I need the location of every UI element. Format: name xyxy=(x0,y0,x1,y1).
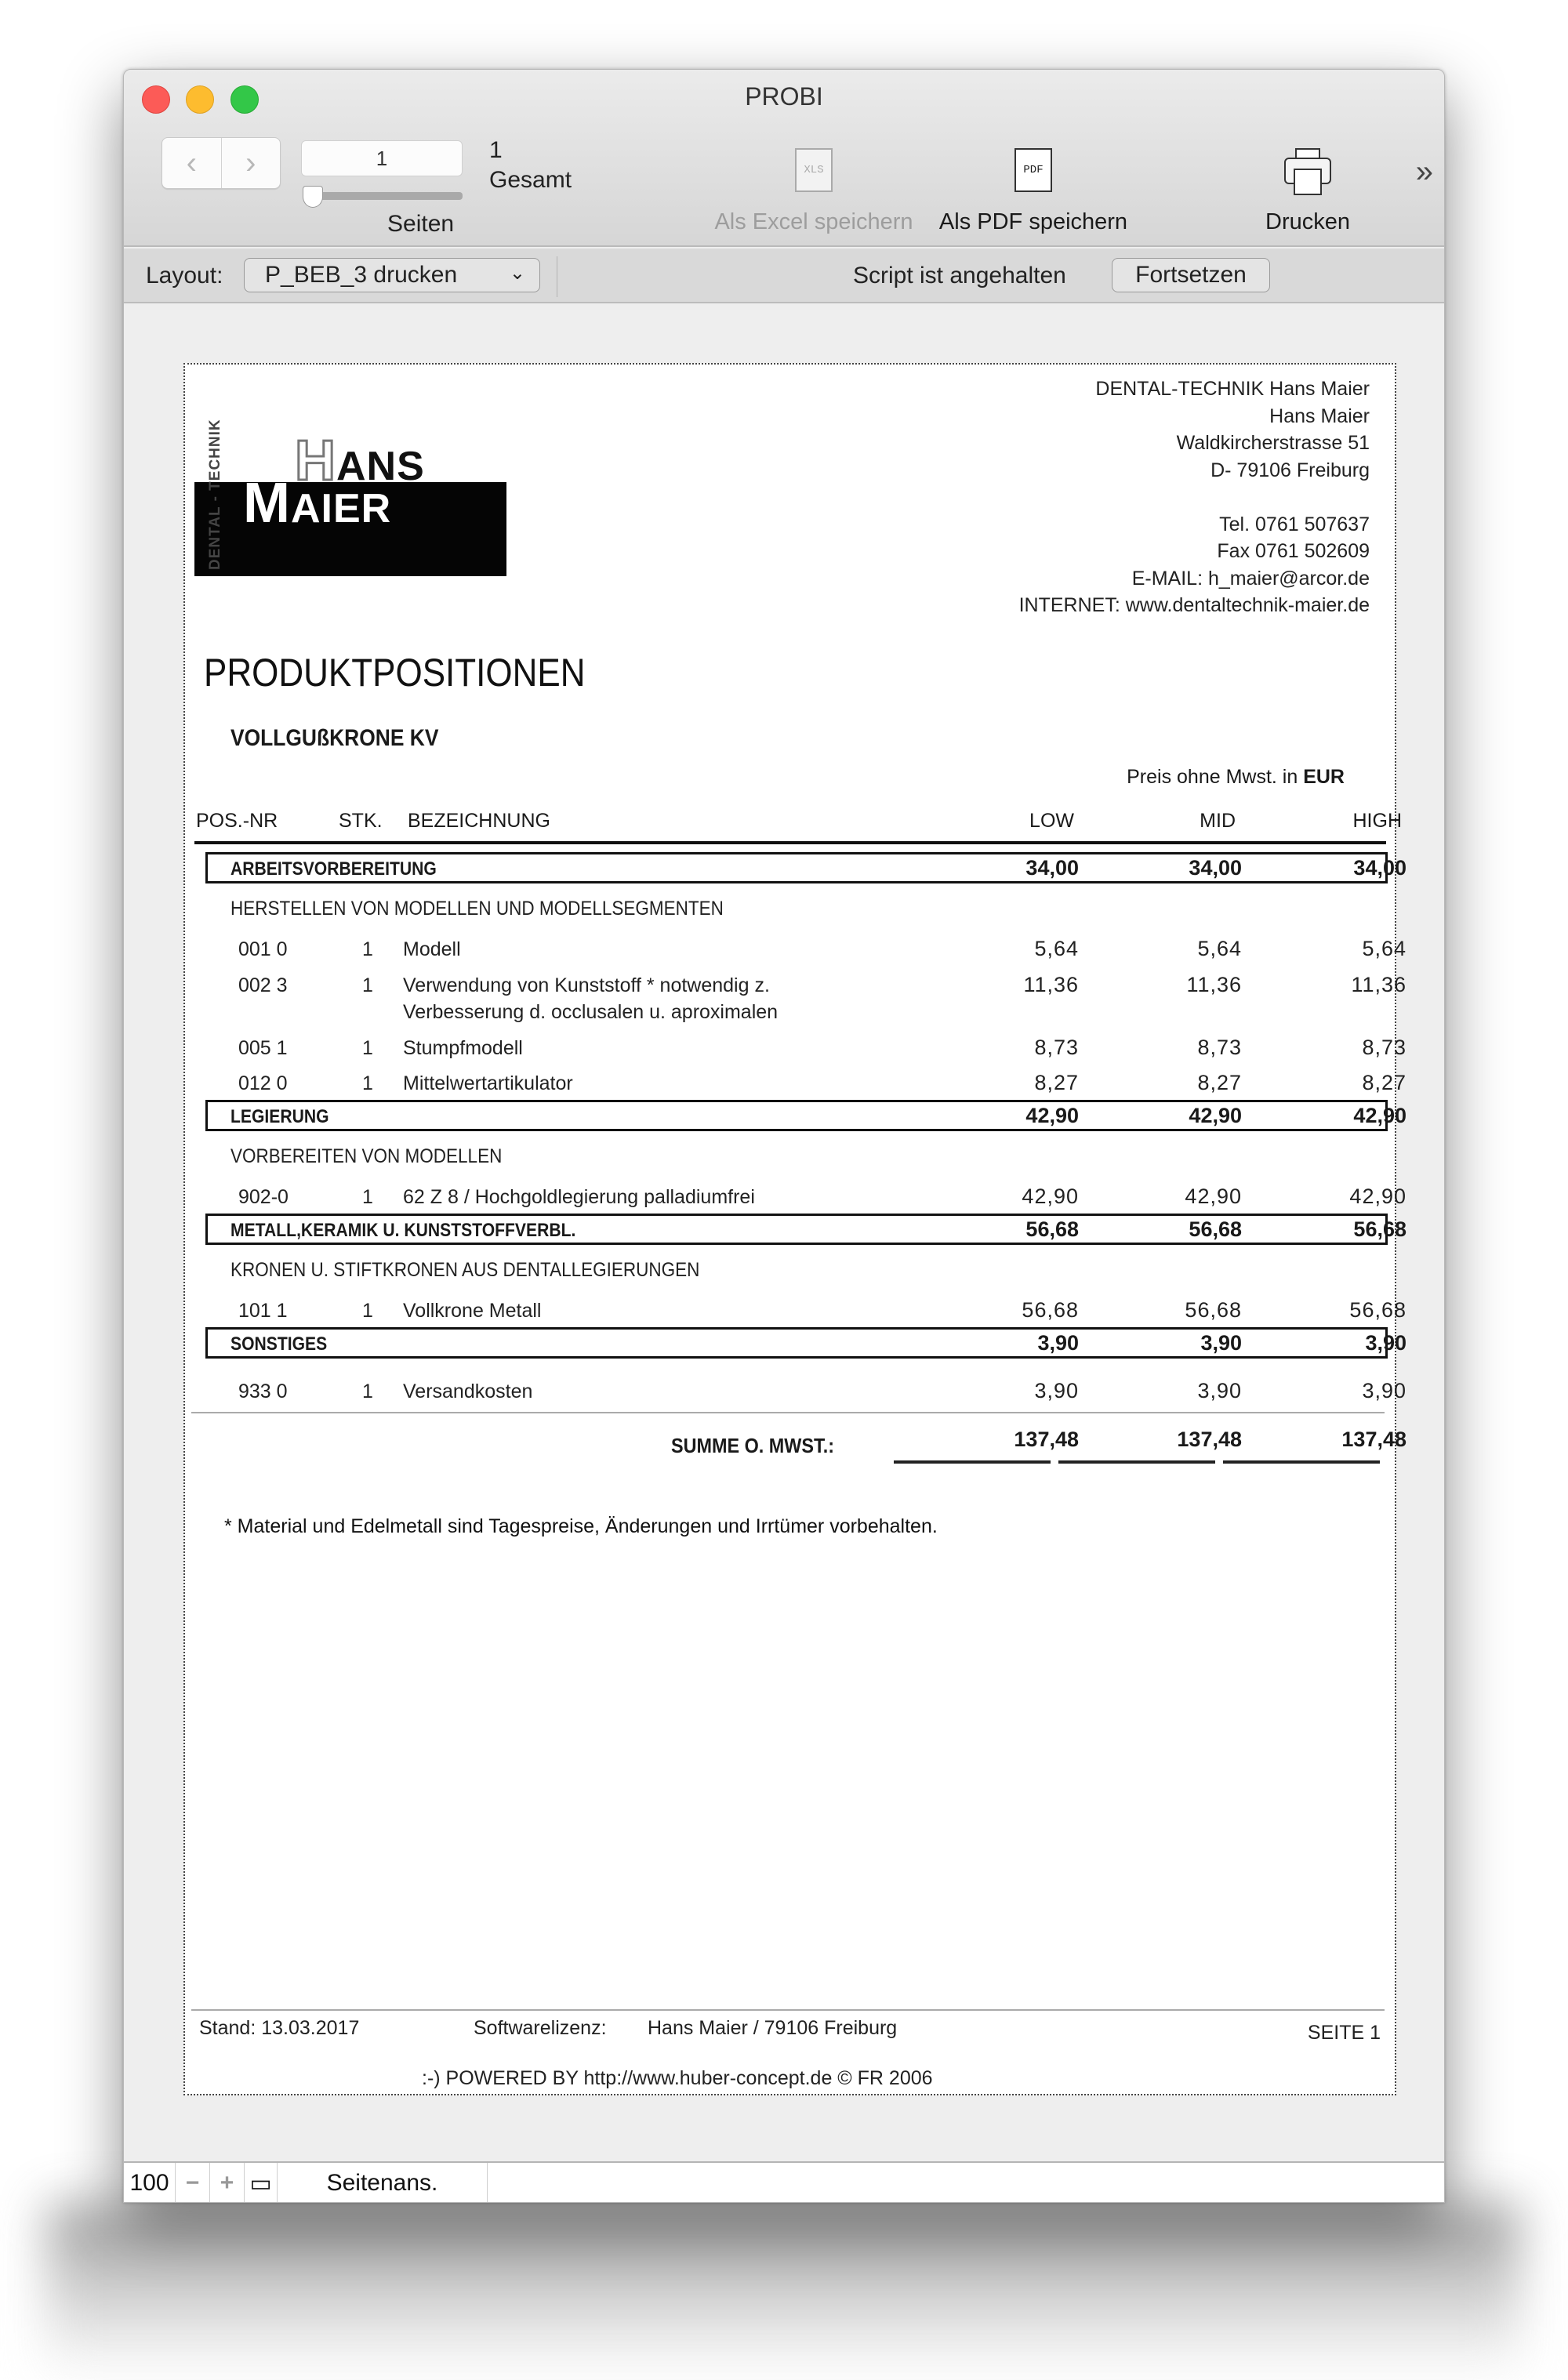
xls-file-icon: XLS xyxy=(795,148,833,192)
print-button[interactable] xyxy=(1245,148,1370,235)
item-pos: 005 1 xyxy=(238,1037,288,1059)
page-slider-knob[interactable] xyxy=(303,186,323,208)
item-low: 56,68 xyxy=(1022,1298,1079,1322)
page-navigation xyxy=(162,137,281,189)
section-high: 42,90 xyxy=(1353,1104,1406,1127)
next-page-button[interactable] xyxy=(222,138,281,188)
item-desc: Vollkrone Metall xyxy=(403,1300,542,1322)
item-qty: 1 xyxy=(362,1300,373,1322)
zoom-in-icon[interactable]: + xyxy=(210,2163,245,2203)
col-header-low: LOW xyxy=(1029,810,1074,832)
item-qty: 1 xyxy=(362,1186,373,1208)
section-high: 34,00 xyxy=(1353,856,1406,880)
total-pages: 1 xyxy=(489,137,503,163)
item-mid: 5,64 xyxy=(1197,937,1242,960)
app-window xyxy=(123,69,1445,2203)
address-website: INTERNET: www.dentaltechnik-maier.de xyxy=(1018,594,1370,616)
footer-powered-by: :-) POWERED BY http://www.huber-concept.de © FR 2006 xyxy=(422,2067,933,2089)
status-bar xyxy=(124,2161,1444,2203)
item-qty: 1 xyxy=(362,1072,373,1094)
item-pos: 902-0 xyxy=(238,1186,289,1208)
section-label: LEGIERUNG xyxy=(230,1106,329,1127)
sum-mid: 137,48 xyxy=(1177,1428,1242,1451)
zoom-level[interactable]: 100 xyxy=(124,2163,176,2203)
toolbar-overflow-icon[interactable]: » xyxy=(1415,154,1433,189)
logo-maier: MAIER xyxy=(243,472,392,535)
address-line: DENTAL-TECHNIK Hans Maier xyxy=(1095,378,1370,400)
page-slider[interactable] xyxy=(309,192,463,200)
layout-select[interactable] xyxy=(244,258,540,292)
item-pos: 001 0 xyxy=(238,938,288,960)
document-subtitle: VOLLGUßKRONE KV xyxy=(230,725,439,751)
footer-rule xyxy=(191,2009,1385,2011)
item-pos: 101 1 xyxy=(238,1300,288,1322)
footer-license-label: Softwarelizenz: xyxy=(474,2017,607,2039)
company-address xyxy=(1019,376,1370,619)
item-low: 42,90 xyxy=(1022,1185,1079,1208)
resume-button[interactable]: Fortsetzen xyxy=(1112,258,1270,292)
window-title: PROBI xyxy=(745,82,823,111)
item-mid: 42,90 xyxy=(1185,1185,1242,1208)
header-rule xyxy=(194,841,1386,844)
item-pos: 012 0 xyxy=(238,1072,288,1094)
group-label: HERSTELLEN VON MODELLEN UND MODELLSEGMENTEN xyxy=(230,898,724,920)
save-as-pdf-label: Als PDF speichern xyxy=(938,209,1128,234)
footnote: * Material und Edelmetall sind Tagespreise, Änderungen und Irrtümer vorbehalten. xyxy=(224,1515,938,1537)
logo-hans: HANS xyxy=(295,430,425,492)
item-high: 11,36 xyxy=(1351,973,1406,996)
window-shadow xyxy=(47,2203,1521,2375)
item-low: 8,73 xyxy=(1034,1036,1079,1059)
item-mid: 3,90 xyxy=(1197,1379,1242,1402)
document-title: PRODUKTPOSITIONEN xyxy=(204,651,586,695)
price-note: Preis ohne Mwst. in EUR xyxy=(1127,766,1345,788)
sum-underline-low xyxy=(894,1460,1051,1464)
item-desc: Mittelwertartikulator xyxy=(403,1072,573,1094)
item-low: 8,27 xyxy=(1034,1071,1079,1094)
sum-label: SUMME O. MWST.: xyxy=(671,1434,834,1457)
item-mid: 8,27 xyxy=(1197,1071,1242,1094)
view-toggle-icon[interactable]: ▭ xyxy=(245,2163,278,2203)
item-qty: 1 xyxy=(362,1037,373,1059)
layout-select-value: P_BEB_3 drucken xyxy=(265,262,458,288)
save-as-pdf-button[interactable] xyxy=(931,148,1135,235)
print-label: Drucken xyxy=(1265,209,1350,234)
item-high: 5,64 xyxy=(1362,937,1406,960)
item-desc: Stumpfmodell xyxy=(403,1037,523,1059)
section-label: SONSTIGES xyxy=(230,1333,328,1355)
section-mid: 42,90 xyxy=(1189,1104,1242,1127)
item-high: 3,90 xyxy=(1362,1379,1406,1402)
pages-label: Seiten xyxy=(387,211,455,237)
section-mid: 3,90 xyxy=(1200,1331,1242,1355)
item-desc-continued: Verbesserung d. occlusalen u. aproximalen xyxy=(403,1001,779,1023)
address-email: E-MAIL: h_maier@arcor.de xyxy=(1131,567,1370,590)
col-header-pos: POS.-NR xyxy=(196,810,278,832)
status-filler xyxy=(488,2163,1444,2203)
sum-underline-mid xyxy=(1058,1460,1215,1464)
address-line: Hans Maier xyxy=(1269,405,1370,427)
item-high: 42,90 xyxy=(1349,1185,1406,1208)
item-high: 56,68 xyxy=(1349,1298,1406,1322)
save-as-excel-button[interactable] xyxy=(704,148,924,235)
script-status: Script ist angehalten xyxy=(853,263,1066,288)
logo-vertical-text: DENTAL - TECHNIK xyxy=(207,419,223,570)
col-header-mid: MID xyxy=(1200,810,1236,832)
item-desc: 62 Z 8 / Hochgoldlegierung palladiumfrei xyxy=(403,1186,755,1208)
chevron-right-icon: › xyxy=(245,145,256,180)
pdf-file-icon: PDF xyxy=(1014,148,1052,192)
sum-low: 137,48 xyxy=(1014,1428,1079,1451)
section-low: 34,00 xyxy=(1025,856,1079,880)
footer-date: Stand: 13.03.2017 xyxy=(199,2017,360,2039)
section-mid: 56,68 xyxy=(1189,1217,1242,1241)
col-header-qty: STK. xyxy=(339,810,383,832)
footer-page: SEITE 1 xyxy=(1307,2022,1381,2044)
item-desc: Modell xyxy=(403,938,461,960)
item-high: 8,73 xyxy=(1362,1036,1406,1059)
item-qty: 1 xyxy=(362,938,373,960)
item-qty: 1 xyxy=(362,1380,373,1402)
address-line: Waldkircherstrasse 51 xyxy=(1176,432,1370,454)
col-header-high: HIGH xyxy=(1352,810,1402,832)
section-mid: 34,00 xyxy=(1189,856,1242,880)
address-phone: Tel. 0761 507637 xyxy=(1219,513,1370,535)
address-spacer xyxy=(1019,484,1370,511)
section-low: 3,90 xyxy=(1037,1331,1079,1355)
save-as-excel-label: Als Excel speichern xyxy=(714,209,913,234)
view-mode-label: Seitenans. xyxy=(278,2163,488,2203)
item-mid: 11,36 xyxy=(1186,973,1242,996)
toolbar xyxy=(124,70,1444,247)
group-label: KRONEN U. STIFTKRONEN AUS DENTALLEGIERUNGEN xyxy=(230,1259,700,1281)
item-pos: 933 0 xyxy=(238,1380,288,1402)
section-label: METALL,KERAMIK U. KUNSTSTOFFVERBL. xyxy=(230,1220,576,1241)
address-fax: Fax 0761 502609 xyxy=(1217,540,1370,562)
address-line: D- 79106 Freiburg xyxy=(1210,459,1370,481)
printer-icon xyxy=(1284,148,1331,195)
item-mid: 8,73 xyxy=(1197,1036,1242,1059)
item-desc: Versandkosten xyxy=(403,1380,533,1402)
preview-area[interactable] xyxy=(124,305,1444,2155)
sum-high: 137,48 xyxy=(1341,1428,1406,1451)
footer-license-value: Hans Maier / 79106 Freiburg xyxy=(648,2017,898,2039)
zoom-out-icon[interactable]: − xyxy=(176,2163,210,2203)
item-mid: 56,68 xyxy=(1185,1298,1242,1322)
layout-bar xyxy=(124,249,1444,303)
chevron-down-icon: ⌄ xyxy=(509,263,525,284)
chevron-left-icon: ‹ xyxy=(186,145,197,180)
previous-page-button[interactable] xyxy=(162,138,222,188)
item-low: 11,36 xyxy=(1023,973,1079,996)
item-qty: 1 xyxy=(362,974,373,996)
item-desc: Verwendung von Kunststoff * notwendig z. xyxy=(403,974,770,996)
section-high: 56,68 xyxy=(1353,1217,1406,1241)
item-high: 8,27 xyxy=(1362,1071,1406,1094)
section-high: 3,90 xyxy=(1365,1331,1406,1355)
item-low: 5,64 xyxy=(1034,937,1079,960)
group-label: VORBEREITEN VON MODELLEN xyxy=(230,1145,503,1167)
col-header-desc: BEZEICHNUNG xyxy=(408,810,550,832)
total-label: Gesamt xyxy=(489,167,572,193)
sum-underline-high xyxy=(1223,1460,1380,1464)
page-number-input[interactable]: 1 xyxy=(301,140,463,176)
document-page xyxy=(183,363,1406,2095)
item-low: 3,90 xyxy=(1034,1379,1079,1402)
totals-rule xyxy=(191,1412,1385,1413)
layout-label: Layout: xyxy=(146,263,223,288)
section-label: ARBEITSVORBEREITUNG xyxy=(230,858,437,880)
section-low: 56,68 xyxy=(1025,1217,1079,1241)
item-pos: 002 3 xyxy=(238,974,288,996)
section-low: 42,90 xyxy=(1025,1104,1079,1127)
